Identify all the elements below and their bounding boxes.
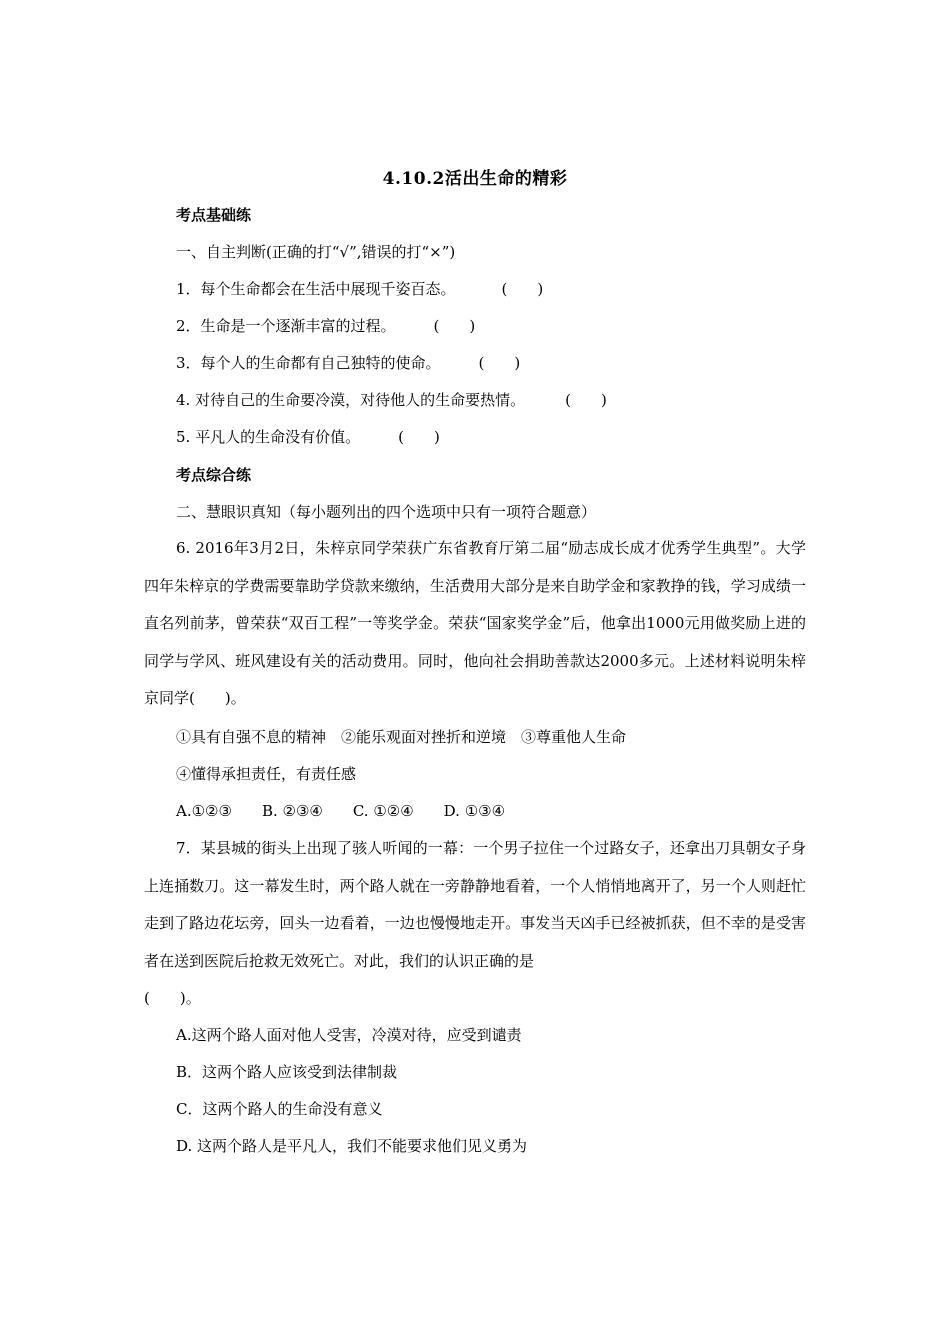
judgment-item-5 (176, 427, 440, 447)
section-heading-basic: 考点基础练 (176, 206, 252, 224)
question-7-answer-blank: ( )。 (144, 989, 201, 1007)
judgment-item-3 (176, 353, 520, 373)
answer-blank: ( ) (398, 428, 440, 446)
question-7-option-c: C．这两个路人的生命没有意义 (176, 1100, 383, 1118)
judgment-item-1 (176, 279, 543, 299)
answer-blank: ( ) (433, 317, 476, 335)
page-title: 4.10.2活出生命的精彩 (382, 169, 568, 189)
answer-blank: ( ) (565, 391, 607, 409)
answer-blank: ( ) (501, 280, 544, 298)
section-heading-comprehensive: 考点综合练 (176, 466, 252, 484)
question-7-stem: 7．某县城的街头上出现了骇人听闻的一幕：一个男子拉住一个过路女子，还拿出刀具朝女子身上连捅数刀。这一幕发生时，两个路人就在一旁静静地看着，一个人悄悄地离开了，另一个人则赶忙走到了路边花坛旁，回头一边看着，一边也慢慢地走开。事发当天凶手已经被抓获，但不幸的是受害者在送到医院后抢救无效死亡。对此，我们的认识正确的是 (144, 839, 806, 970)
judgment-item-text: 1．每个生命都会在生活中展现千姿百态。 (176, 280, 456, 298)
judgment-item-text: 5. 平凡人的生命没有价值。 (176, 428, 361, 446)
judgment-item-text: 3．每个人的生命都有自己独特的使命。 (176, 354, 441, 372)
judgment-item-2 (176, 316, 475, 336)
section-instruction-judgment: 一、自主判断(正确的打“√”,错误的打“×”) (176, 243, 456, 261)
question-6-statements-line1: ①具有自强不息的精神 ②能乐观面对挫折和逆境 ③尊重他人生命 (176, 728, 627, 746)
question-7-option-d: D. 这两个路人是平凡人，我们不能要求他们见义勇为 (176, 1137, 528, 1155)
section-instruction-choice: 二、慧眼识真知（每小题列出的四个选项中只有一项符合题意） (176, 503, 597, 521)
question-7-option-a: A.这两个路人面对他人受害，冷漠对待，应受到谴责 (176, 1026, 522, 1044)
question-6-statements-line2: ④懂得承担责任，有责任感 (176, 765, 357, 783)
question-6-choices: A.①②③ B. ②③④ C. ①②④ D. ①③④ (176, 802, 506, 820)
answer-blank: ( ) (478, 354, 521, 372)
judgment-item-text: 2．生命是一个逐渐丰富的过程。 (176, 317, 396, 335)
judgment-item-text: 4. 对待自己的生命要冷漠，对待他人的生命要热情。 (176, 391, 526, 409)
judgment-item-4 (176, 390, 607, 410)
question-6-stem: 6. 2016年3月2日，朱梓京同学荣获广东省教育厅第二届“励志成长成才优秀学生典型”。大学四年朱梓京的学费需要靠助学贷款来缴纳，生活费用大部分是来自助学金和家教挣的钱，学习成绩一直名列前茅，曾荣获“双百工程”一等奖学金。荣获“国家奖学金”后，他拿出1000元用做奖励上进的同学与学风、班风建设有关的活动费用。同时，他向社会捐助善款达2000多元。上述材料说明朱梓京同学( )。 (144, 539, 806, 708)
question-7-option-b: B．这两个路人应该受到法律制裁 (176, 1063, 398, 1081)
